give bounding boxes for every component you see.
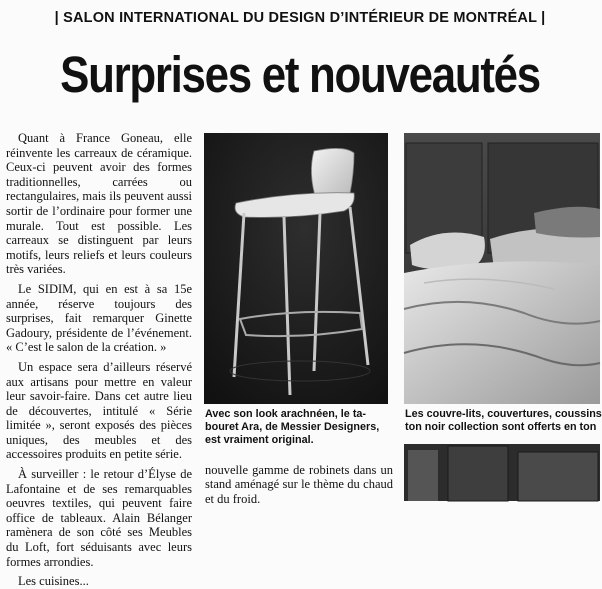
article-column [6, 131, 192, 589]
caption-line: est vraiment original. [205, 434, 314, 446]
article-paragraph: nouvelle gamme de robinets dans un stand aménagé sur le thème du chaud et du froid. [205, 463, 393, 506]
article-paragraph: Le SIDIM, qui en est à sa 15e année, réserve toujours des surprises, fait remarquer Ginette Gadoury, présidente de l’événement. « C’est le salon de la création. » [6, 281, 192, 355]
headline: Surprises et nouveautés [60, 46, 540, 103]
bed-photo [404, 133, 600, 404]
article-continuation [205, 463, 393, 506]
caption-line: Avec son look arachnéen, le ta- [205, 408, 367, 420]
caption-line: bouret Ara, de Messier Designers, [205, 421, 380, 433]
section-kicker: | SALON INTERNATIONAL DU DESIGN D’INTÉRIEUR DE MONTRÉAL | [54, 10, 546, 26]
second-photo [404, 444, 600, 501]
article-paragraph: Les cuisines... [18, 574, 89, 589]
caption-line: ton noir collection sont offerts en ton [405, 421, 597, 433]
article-paragraph: Quant à France Goneau, elle réinvente les carreaux de céramique. Ceux-ci peuvent avoir des formes traditionnelles, carrées ou rectangulaires, mais ils peuvent aussi sortir de l’ordinaire pour former une murale. Tout est possible. Les carreaux se distinguent par leurs motifs, leurs reliefs et leurs couleurs très variées. [6, 131, 192, 277]
stool-photo [204, 133, 388, 404]
article-paragraph: À surveiller : le retour d’Élyse de Lafontaine et de ses remarquables oeuvres textiles, qui peuvent faire office de tableaux. Alain Bélanger ramènera de son côté ses Meubles du Loft, fort séduisants avec leurs formes arrondies. [6, 467, 192, 569]
bed-caption [405, 408, 602, 434]
article-paragraph: Un espace sera d’ailleurs réservé aux artisans pour mettre en valeur leur savoir-faire. Dans cet autre lieu de découvertes, intitulé « Série limitée », seront exposés des pièces uniques, des meubles et des accessoires produits en petite série. [6, 359, 192, 462]
caption-line: Les couvre-lits, couvertures, coussins [405, 408, 602, 420]
stool-caption [205, 408, 379, 447]
